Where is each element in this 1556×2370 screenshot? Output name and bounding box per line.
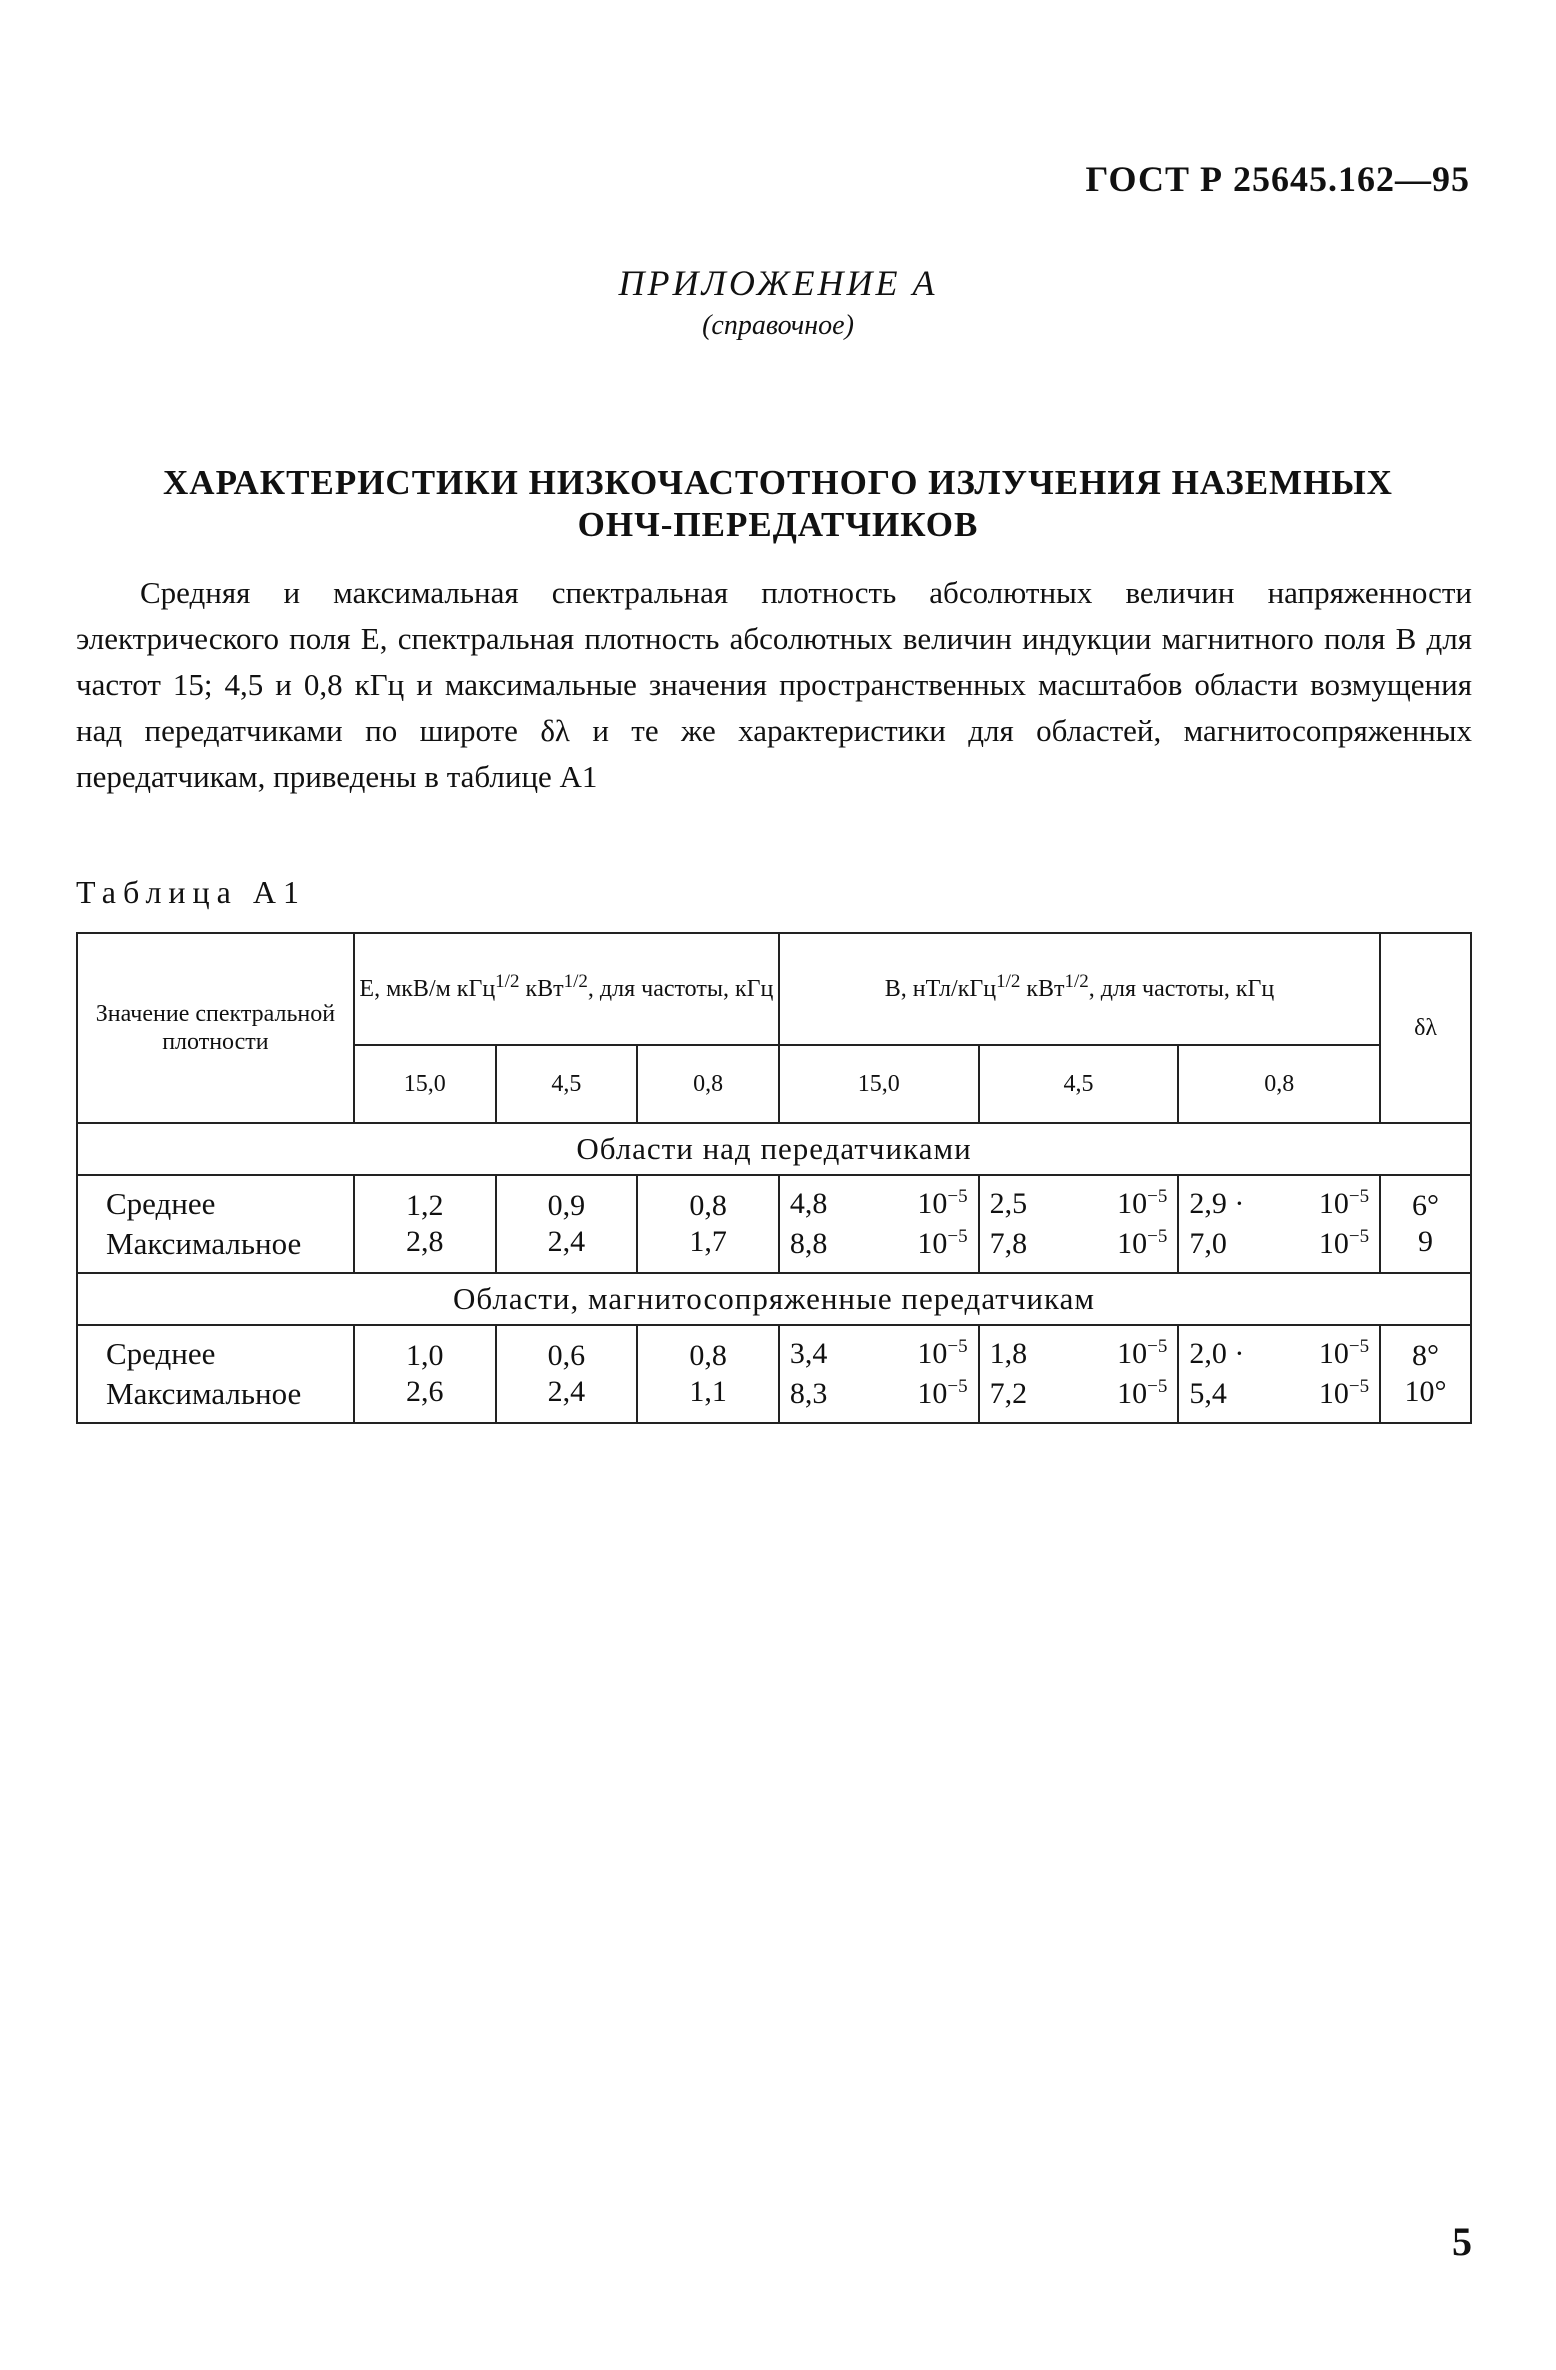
b-exponent: −5 — [1147, 1336, 1168, 1357]
b-exponent: −5 — [1348, 1226, 1370, 1247]
e-value: 2,8 — [405, 1225, 444, 1258]
row-labels — [77, 1325, 354, 1423]
b-cell — [1178, 1325, 1380, 1423]
e-cell — [496, 1175, 638, 1273]
section-title: Области, магнитосопряженные передатчикам — [77, 1273, 1471, 1325]
b-cell — [779, 1175, 979, 1273]
dl-value: 10° — [1404, 1375, 1447, 1408]
freq-b-0-8: 0,8 — [1178, 1045, 1380, 1123]
b-power: 10 — [1318, 1187, 1349, 1220]
b-power: 10 — [1117, 1377, 1148, 1410]
b-power: 10 — [1117, 1337, 1148, 1370]
data-table-container — [76, 932, 1472, 1424]
e-value: 0,8 — [689, 1339, 727, 1372]
b-power: 10 — [917, 1337, 948, 1370]
b-power: 10 — [1318, 1337, 1349, 1370]
b-exponent: −5 — [1147, 1186, 1168, 1207]
b-mantissa: 2,5 — [989, 1187, 1028, 1220]
e-value: 1,2 — [405, 1189, 444, 1222]
b-mantissa: 7,2 — [989, 1377, 1028, 1410]
header-e-group — [354, 933, 779, 1045]
dl-value: 8° — [1412, 1339, 1440, 1372]
dl-value: 6° — [1412, 1189, 1440, 1222]
b-mantissa: 7,0 — [1189, 1227, 1227, 1260]
freq-e-4-5: 4,5 — [496, 1045, 638, 1123]
b-exponent: −5 — [947, 1336, 968, 1357]
freq-b-15: 15,0 — [779, 1045, 979, 1123]
b-exponent: −5 — [1348, 1336, 1370, 1357]
e-value: 2,4 — [547, 1375, 586, 1408]
b-power: 10 — [917, 1227, 948, 1260]
document-title — [0, 462, 1556, 546]
table-caption: Таблица А1 — [76, 874, 306, 910]
header-value-type — [77, 933, 354, 1123]
header-e-text: E, мкВ/м кГц — [359, 976, 496, 1002]
b-cell — [979, 1175, 1179, 1273]
title-line-2: ОНЧ-ПЕРЕДАТЧИКОВ — [577, 505, 979, 544]
e-value: 0,9 — [547, 1189, 586, 1222]
table-row — [77, 1325, 1471, 1423]
header-delta-lambda: δλ — [1380, 933, 1471, 1123]
row-label-mean: Среднее — [106, 1336, 216, 1371]
b-power: 10 — [1117, 1187, 1148, 1220]
dl-cell — [1380, 1175, 1471, 1273]
row-label-mean: Среднее — [106, 1186, 216, 1221]
intro-paragraph: Средняя и максимальная спектральная плотность абсолютных величин напряженности электрического поля E, спектральная плотность абсолютных величин индукции магнитного поля B для частот 15; 4,5 и 0,8 кГц и максимальные значения пространственных масштабов области возмущения над передатчиками по широте δλ и те же характеристики для областей, магнитосопряженных передатчикам, приведены в таблице А1 — [76, 575, 1472, 794]
b-mantissa: 4,8 — [789, 1187, 828, 1220]
b-exponent: −5 — [947, 1186, 968, 1207]
b-power: 10 — [917, 1187, 948, 1220]
table-row — [77, 1175, 1471, 1273]
row-labels — [77, 1175, 354, 1273]
b-exponent: −5 — [1147, 1226, 1168, 1247]
e-cell — [354, 1175, 496, 1273]
b-power: 10 — [1318, 1227, 1349, 1260]
row-label-max: Максимальное — [106, 1226, 302, 1261]
e-value: 1,1 — [689, 1375, 727, 1408]
b-power: 10 — [1117, 1227, 1148, 1260]
b-cell — [979, 1325, 1179, 1423]
e-cell — [354, 1325, 496, 1423]
e-cell — [496, 1325, 638, 1423]
b-mantissa: 7,8 — [989, 1227, 1028, 1260]
title-line-1: ХАРАКТЕРИСТИКИ НИЗКОЧАСТОТНОГО ИЗЛУЧЕНИЯ НАЗЕМНЫХ — [163, 463, 1393, 502]
dl-value: 9 — [1418, 1225, 1434, 1258]
b-cell — [1178, 1175, 1380, 1273]
header-b-sup2: 1/2 — [1064, 971, 1089, 992]
b-exponent: −5 — [947, 1226, 968, 1247]
b-exponent: −5 — [947, 1376, 968, 1397]
b-mantissa: 3,4 — [789, 1337, 828, 1370]
b-mantissa: 8,3 — [789, 1377, 828, 1410]
section-title: Области над передатчиками — [77, 1123, 1471, 1175]
b-mantissa: 8,8 — [789, 1227, 828, 1260]
row-label-max: Максимальное — [106, 1376, 302, 1411]
page-number: 5 — [1452, 2219, 1472, 2264]
freq-e-0-8: 0,8 — [637, 1045, 779, 1123]
header-e-sup1: 1/2 — [495, 971, 520, 992]
e-value: 0,8 — [689, 1189, 727, 1222]
document-code: ГОСТ Р 25645.162—95 — [1085, 159, 1470, 199]
b-mantissa: 2,0 · — [1189, 1337, 1245, 1370]
header-b-tail: , для частоты, кГц — [1088, 976, 1275, 1002]
data-table — [76, 932, 1472, 1424]
e-cell — [637, 1325, 779, 1423]
e-value: 2,4 — [547, 1225, 586, 1258]
b-cell — [779, 1325, 979, 1423]
b-power: 10 — [917, 1377, 948, 1410]
header-b-mid: кВт — [1026, 976, 1065, 1002]
appendix-subtitle: (справочное) — [702, 310, 854, 341]
e-cell — [637, 1175, 779, 1273]
b-power: 10 — [1318, 1377, 1349, 1410]
b-exponent: −5 — [1147, 1376, 1168, 1397]
header-b-text: B, нТл/кГц — [884, 976, 997, 1002]
header-value-type-text: Значение спектральной плотности — [95, 1001, 336, 1055]
header-b-sup1: 1/2 — [996, 971, 1021, 992]
freq-e-15: 15,0 — [354, 1045, 496, 1123]
b-mantissa: 2,9 · — [1189, 1187, 1245, 1220]
e-value: 0,6 — [547, 1339, 586, 1372]
e-value: 1,7 — [689, 1225, 727, 1258]
b-exponent: −5 — [1348, 1376, 1370, 1397]
appendix-label: ПРИЛОЖЕНИЕ А — [618, 263, 938, 303]
header-e-tail: , для частоты, кГц — [587, 976, 774, 1002]
b-mantissa: 5,4 — [1189, 1377, 1227, 1410]
e-value: 2,6 — [405, 1375, 444, 1408]
b-mantissa: 1,8 — [989, 1337, 1028, 1370]
e-value: 1,0 — [405, 1339, 444, 1372]
dl-cell — [1380, 1325, 1471, 1423]
freq-b-4-5: 4,5 — [979, 1045, 1179, 1123]
header-e-mid: кВт — [525, 976, 564, 1002]
header-e-sup2: 1/2 — [563, 971, 588, 992]
b-exponent: −5 — [1348, 1186, 1370, 1207]
header-b-group — [779, 933, 1380, 1045]
